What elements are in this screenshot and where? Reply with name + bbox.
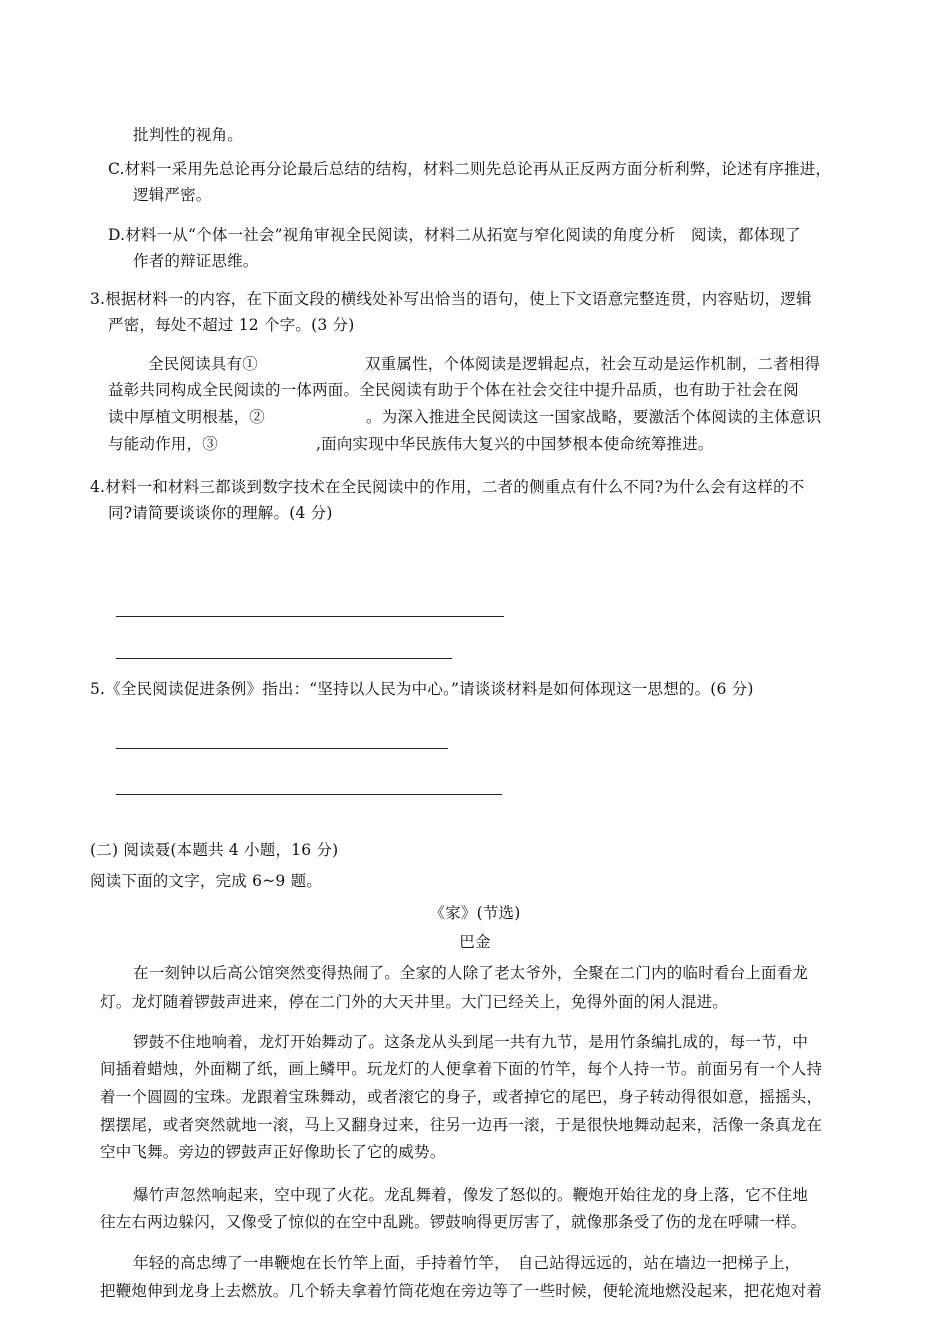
q3-stem-line1: 3.根据材料一的内容，在下面文段的横线处补写出恰当的语句，使上下文语意完整连贯，内容贴切，逻辑 [90,290,812,308]
q2-option-b-tail: 批判性的视角。 [133,126,243,144]
passage-author: 巴金 [459,933,491,951]
q5-answer-line-1[interactable] [116,748,448,749]
q4-stem-line1: 4.材料一和材料三都谈到数字技术在全民阅读中的作用，二者的侧重点有什么不同?为什么会有这样的不 [90,478,805,496]
passage-p2-line5: 空中飞舞。旁边的锣鼓声正好像助长了它的威势。 [100,1143,446,1161]
passage-p2-line2: 间插着蜡烛，外面糊了纸，画上鳞甲。玩龙灯的人便拿着下面的竹竿，每个人持一节。前面另有一个人持 [100,1060,823,1078]
q2-option-c-line2: 逻辑严密。 [133,186,212,204]
q2-option-c-line1: C.材料一采用先总论再分论最后总结的结构，材料二则先总论再从正反两方面分析利弊，论述有序推进， [108,160,832,178]
q2-option-d-line1: D.材料一从“个体一社会”视角审视全民阅读，材料二从拓宽与窄化阅读的角度分析 阅读，都体现了 [108,226,801,244]
q3-paragraph-line1-b: 双重属性，个体阅读是逻辑起点，社会互动是运作机制，二者相得 [365,355,821,373]
q4-answer-line-1[interactable] [116,616,504,617]
passage-p1-line1: 在一刻钟以后高公馆突然变得热闹了。全家的人除了老太爷外，全聚在二门内的临时看台上面看龙 [133,964,809,982]
passage-p4-line1: 年轻的高忠缚了一串鞭炮在长竹竿上面，手持着竹竿， 自己站得远远的，站在墙边一把梯子上， [133,1254,801,1272]
passage-p3-line1: 爆竹声忽然响起来，空中现了火花。龙乱舞着，像发了怒似的。鞭炮开始往龙的身上落，它不住地 [133,1186,809,1204]
section2-header: (二) 阅读聂(本题共 4 小题，16 分) [90,841,339,859]
passage-p2-line4: 摆摆尾，或者突然就地一滚，马上又翻身过来，往另一边再一滚，于是很快地舞动起来，活像一条真龙在 [100,1116,823,1134]
q3-paragraph-line3-b: 。为深入推进全民阅读这一国家战略，要激活个体阅读的主体意识 [366,408,822,426]
q3-paragraph-line1-a: 全民阅读具有① [148,355,258,373]
q4-stem-line2: 同?请简要谈谈你的理解。(4 分) [108,504,333,522]
q3-stem-line2: 严密，每处不超过 12 个字。(3 分) [108,316,355,334]
q3-paragraph-line4-b: ,面向实现中华民族伟大复兴的中国梦根本使命统筹推进。 [316,435,714,453]
passage-p3-line2: 往左右两边躲闪，又像受了惊似的在空中乱跳。锣鼓响得更厉害了，就像那条受了伤的龙在呼啸一样。 [100,1213,807,1231]
passage-p1-line2: 灯。龙灯随着锣鼓声进来，停在二门外的大天井里。大门已经关上，免得外面的闲人混进。 [100,993,729,1011]
q2-option-d-line2: 作者的辩证思维。 [133,252,259,270]
q3-paragraph-line4-a: 与能动作用，③ [108,435,218,453]
passage-p2-line1: 锣鼓不住地响着，龙灯开始舞动了。这条龙从头到尾一共有九节，是用竹条编扎成的，每一节，中 [133,1033,809,1051]
q3-paragraph-line2: 益彰共同构成全民阅读的一体两面。全民阅读有助于个体在社会交往中提升品质，也有助于社会在阅 [108,381,799,399]
q5-stem: 5.《全民阅读促进条例》指出：“坚持以人民为中心。”请谈谈材料是如何体现这一思想的。(6 分) [90,680,754,698]
passage-title: 《家》(节选) [429,904,521,922]
passage-p2-line3: 着一个圆圆的宝珠。龙跟着宝珠舞动，或者滚它的身子，或者掉它的尾巴，身子转动得很如意，摇摇头， [100,1088,823,1106]
q4-answer-line-2[interactable] [116,658,452,659]
q5-answer-line-2[interactable] [116,794,502,795]
section2-instruction: 阅读下面的文字，完成 6~9 题。 [90,872,322,890]
q3-paragraph-line3-a: 读中厚植文明根基，② [108,408,266,426]
passage-p4-line2: 把鞭炮伸到龙身上去燃放。几个轿夫拿着竹筒花炮在旁边等了一些时候，便轮流地燃没起来，把花炮对着 [100,1282,823,1300]
